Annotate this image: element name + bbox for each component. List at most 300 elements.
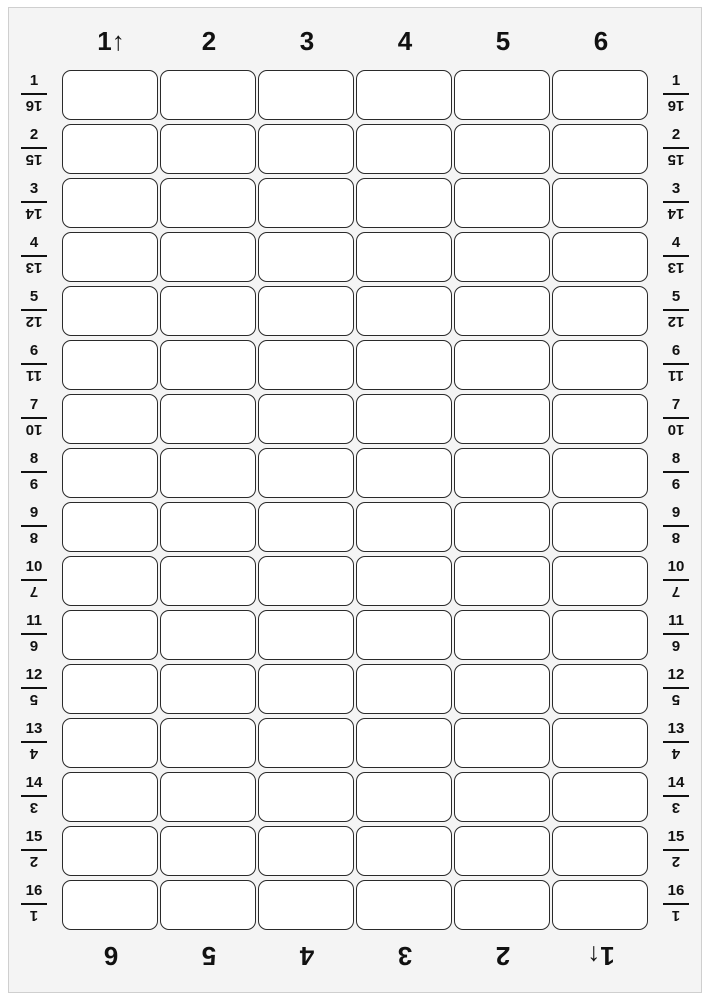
- fraction: [654, 503, 698, 551]
- fraction-bar: [663, 741, 689, 743]
- answer-cell[interactable]: [552, 394, 648, 444]
- fraction-denominator: 14: [667, 205, 685, 222]
- row-fraction-label-right: [654, 881, 698, 929]
- answer-cell[interactable]: [258, 70, 354, 120]
- fraction-bar: [21, 687, 47, 689]
- fraction-denominator: 7: [671, 583, 681, 600]
- fraction-denominator: 3: [29, 799, 39, 816]
- fraction-bar: [663, 633, 689, 635]
- fraction-bar: [21, 903, 47, 905]
- grid-row: [0, 824, 710, 878]
- fraction-numerator: 3: [29, 180, 39, 197]
- row-fraction-label-left: [12, 395, 56, 443]
- answer-cell[interactable]: [552, 880, 648, 930]
- fraction-bar: [663, 93, 689, 95]
- answer-cell[interactable]: [356, 394, 452, 444]
- answer-cell[interactable]: [454, 826, 550, 876]
- fraction-numerator: 2: [29, 126, 39, 143]
- fraction: [12, 881, 56, 929]
- fraction-numerator: 6: [671, 342, 681, 359]
- answer-cell[interactable]: [160, 394, 256, 444]
- column-header-row-bottom: [0, 933, 710, 979]
- fraction-denominator: 6: [671, 637, 681, 654]
- fraction-denominator: 11: [668, 367, 684, 384]
- column-header-label: 2: [495, 941, 511, 971]
- fraction: [12, 233, 56, 281]
- answer-cell[interactable]: [258, 340, 354, 390]
- column-header-top-6: [552, 18, 650, 64]
- row-fraction-label-right: [654, 71, 698, 119]
- grid-row: [0, 68, 710, 122]
- answer-cell[interactable]: [160, 772, 256, 822]
- row-fraction-label-right: [654, 395, 698, 443]
- fraction-bar: [21, 201, 47, 203]
- up-arrow-icon: ↑: [587, 941, 601, 971]
- fraction-denominator: 5: [29, 691, 39, 708]
- fraction-denominator: 14: [25, 205, 43, 222]
- fraction: [654, 719, 698, 767]
- row-fraction-label-right: [654, 125, 698, 173]
- answer-cell[interactable]: [454, 664, 550, 714]
- column-header-bottom-4: [356, 933, 454, 979]
- grid-row: [0, 554, 710, 608]
- grid-row: [0, 770, 710, 824]
- fraction-numerator: 12: [25, 666, 43, 683]
- row-fraction-label-left: [12, 881, 56, 929]
- column-header-top-1: [62, 18, 160, 64]
- fraction-numerator: 6: [29, 342, 39, 359]
- fraction-numerator: 5: [29, 288, 39, 305]
- fraction-denominator: 12: [25, 313, 43, 330]
- column-header-bottom-6: [552, 933, 650, 979]
- answer-cell[interactable]: [258, 502, 354, 552]
- answer-cell[interactable]: [454, 70, 550, 120]
- fraction-numerator: 15: [25, 828, 43, 845]
- grid-row: [0, 716, 710, 770]
- fraction-numerator: 3: [671, 180, 681, 197]
- answer-cell[interactable]: [62, 880, 158, 930]
- answer-cell[interactable]: [160, 232, 256, 282]
- row-fraction-label-right: [654, 557, 698, 605]
- fraction-numerator: 1: [671, 72, 681, 89]
- fraction: [12, 827, 56, 875]
- fraction-bar: [663, 201, 689, 203]
- fraction: [12, 71, 56, 119]
- answer-cell[interactable]: [62, 664, 158, 714]
- answer-cell[interactable]: [356, 340, 452, 390]
- row-fraction-label-left: [12, 341, 56, 389]
- fraction-bar: [21, 795, 47, 797]
- answer-cell[interactable]: [356, 448, 452, 498]
- fraction-denominator: 11: [26, 367, 42, 384]
- row-fraction-label-right: [654, 179, 698, 227]
- answer-cell[interactable]: [454, 286, 550, 336]
- answer-cell[interactable]: [356, 124, 452, 174]
- fraction-bar: [21, 525, 47, 527]
- row-fraction-label-right: [654, 665, 698, 713]
- fraction-numerator: 14: [667, 774, 685, 791]
- fraction-numerator: 10: [667, 558, 685, 575]
- fraction-bar: [21, 633, 47, 635]
- fraction-bar: [21, 147, 47, 149]
- fraction-bar: [21, 363, 47, 365]
- fraction-denominator: 9: [671, 475, 681, 492]
- grid-row: [0, 230, 710, 284]
- row-fraction-label-right: [654, 719, 698, 767]
- answer-cell[interactable]: [258, 394, 354, 444]
- fraction-numerator: 8: [29, 450, 39, 467]
- answer-cell[interactable]: [356, 610, 452, 660]
- fraction-denominator: 10: [25, 421, 43, 438]
- answer-cell[interactable]: [552, 826, 648, 876]
- column-header-label: 3: [299, 26, 315, 56]
- row-fraction-label-left: [12, 179, 56, 227]
- column-header-label: 6: [593, 26, 609, 56]
- answer-cell[interactable]: [160, 70, 256, 120]
- fraction-denominator: 6: [29, 637, 39, 654]
- answer-cell[interactable]: [454, 610, 550, 660]
- answer-cell[interactable]: [258, 286, 354, 336]
- answer-cell[interactable]: [454, 394, 550, 444]
- row-fraction-label-left: [12, 773, 56, 821]
- fraction: [654, 611, 698, 659]
- fraction-denominator: 9: [29, 475, 39, 492]
- fraction-numerator: 15: [667, 828, 685, 845]
- answer-cell[interactable]: [62, 394, 158, 444]
- fraction-bar: [663, 471, 689, 473]
- column-header-label: 4: [397, 26, 413, 56]
- answer-cell[interactable]: [62, 610, 158, 660]
- answer-cell[interactable]: [160, 664, 256, 714]
- answer-cell[interactable]: [552, 664, 648, 714]
- fraction: [654, 71, 698, 119]
- fraction: [654, 233, 698, 281]
- column-header-label: 1: [600, 941, 615, 971]
- column-header-row-top: [0, 18, 710, 64]
- answer-cell[interactable]: [258, 232, 354, 282]
- answer-cell[interactable]: [258, 772, 354, 822]
- column-header-bottom-5: [454, 933, 552, 979]
- fraction: [654, 773, 698, 821]
- fraction-numerator: 4: [29, 234, 39, 251]
- answer-cell[interactable]: [62, 826, 158, 876]
- answer-cell[interactable]: [454, 502, 550, 552]
- answer-cell[interactable]: [62, 718, 158, 768]
- answer-cell[interactable]: [356, 70, 452, 120]
- grid-row: [0, 338, 710, 392]
- fraction-bar: [663, 687, 689, 689]
- answer-cell[interactable]: [454, 718, 550, 768]
- answer-cell[interactable]: [62, 772, 158, 822]
- column-header-label: 6: [103, 941, 119, 971]
- fraction: [12, 449, 56, 497]
- fraction-denominator: 2: [671, 853, 681, 870]
- fraction-numerator: 14: [25, 774, 43, 791]
- grid-row: [0, 392, 710, 446]
- answer-cell[interactable]: [258, 448, 354, 498]
- answer-cell[interactable]: [62, 178, 158, 228]
- answer-cell[interactable]: [160, 448, 256, 498]
- answer-cell[interactable]: [160, 178, 256, 228]
- row-fraction-label-left: [12, 665, 56, 713]
- answer-cell[interactable]: [160, 340, 256, 390]
- answer-cell[interactable]: [454, 232, 550, 282]
- row-fraction-label-right: [654, 287, 698, 335]
- row-fraction-label-left: [12, 233, 56, 281]
- fraction-numerator: 10: [25, 558, 43, 575]
- fraction-denominator: 16: [667, 97, 685, 114]
- answer-cell[interactable]: [258, 124, 354, 174]
- fraction: [654, 881, 698, 929]
- answer-cell[interactable]: [552, 232, 648, 282]
- row-fraction-label-right: [654, 611, 698, 659]
- answer-cell[interactable]: [552, 70, 648, 120]
- column-header-top-3: [258, 18, 356, 64]
- answer-cell[interactable]: [160, 502, 256, 552]
- fraction-denominator: 16: [25, 97, 43, 114]
- answer-cell[interactable]: [552, 340, 648, 390]
- answer-cell[interactable]: [160, 286, 256, 336]
- column-header-label: 3: [397, 941, 413, 971]
- column-header-bottom-3: [258, 933, 356, 979]
- row-fraction-label-left: [12, 449, 56, 497]
- grid-row: [0, 500, 710, 554]
- row-fraction-label-right: [654, 449, 698, 497]
- answer-cell[interactable]: [552, 178, 648, 228]
- fraction-bar: [663, 255, 689, 257]
- fraction-denominator: 8: [29, 529, 39, 546]
- fraction-denominator: 4: [29, 745, 39, 762]
- answer-cell[interactable]: [356, 718, 452, 768]
- fraction-numerator: 7: [671, 396, 681, 413]
- fraction-numerator: 16: [667, 882, 685, 899]
- fraction-denominator: 15: [667, 151, 685, 168]
- answer-cell[interactable]: [454, 340, 550, 390]
- answer-cell[interactable]: [454, 880, 550, 930]
- fraction-bar: [663, 147, 689, 149]
- fraction-bar: [663, 309, 689, 311]
- column-header-top-5: [454, 18, 552, 64]
- fraction-bar: [663, 795, 689, 797]
- answer-cell[interactable]: [454, 772, 550, 822]
- answer-cell[interactable]: [160, 718, 256, 768]
- answer-cell[interactable]: [356, 556, 452, 606]
- fraction-denominator: 13: [667, 259, 685, 276]
- fraction: [654, 287, 698, 335]
- answer-cell[interactable]: [356, 664, 452, 714]
- row-fraction-label-left: [12, 503, 56, 551]
- answer-cell[interactable]: [356, 880, 452, 930]
- fraction-denominator: 15: [25, 151, 43, 168]
- row-fraction-label-left: [12, 71, 56, 119]
- answer-cell[interactable]: [62, 232, 158, 282]
- fraction-denominator: 10: [667, 421, 685, 438]
- fraction: [654, 125, 698, 173]
- answer-cell[interactable]: [356, 772, 452, 822]
- fraction-bar: [663, 417, 689, 419]
- fraction-numerator: 9: [29, 504, 39, 521]
- column-header-top-4: [356, 18, 454, 64]
- column-header-label: 5: [201, 941, 217, 971]
- grid-row: [0, 662, 710, 716]
- answer-cell[interactable]: [552, 448, 648, 498]
- answer-cell[interactable]: [356, 502, 452, 552]
- fraction-bar: [21, 471, 47, 473]
- fraction-bar: [663, 903, 689, 905]
- grid-row: [0, 284, 710, 338]
- row-fraction-label-right: [654, 341, 698, 389]
- row-fraction-label-left: [12, 125, 56, 173]
- answer-cell[interactable]: [62, 124, 158, 174]
- fraction-denominator: 2: [29, 853, 39, 870]
- fraction-bar: [21, 741, 47, 743]
- fraction-numerator: 9: [671, 504, 681, 521]
- column-header-label: 4: [299, 941, 315, 971]
- fraction: [654, 341, 698, 389]
- fraction: [654, 395, 698, 443]
- fraction: [654, 827, 698, 875]
- row-fraction-label-left: [12, 827, 56, 875]
- column-header-bottom-1: [62, 933, 160, 979]
- fraction-numerator: 16: [25, 882, 43, 899]
- fraction: [12, 503, 56, 551]
- fraction-numerator: 1: [29, 72, 39, 89]
- column-header-bottom-2: [160, 933, 258, 979]
- row-fraction-label-right: [654, 233, 698, 281]
- fraction-numerator: 12: [667, 666, 685, 683]
- fraction-bar: [21, 579, 47, 581]
- answer-cell[interactable]: [258, 718, 354, 768]
- fraction-numerator: 7: [29, 396, 39, 413]
- answer-cell[interactable]: [62, 286, 158, 336]
- fraction-denominator: 12: [667, 313, 685, 330]
- fraction-denominator: 5: [671, 691, 681, 708]
- fraction: [12, 179, 56, 227]
- answer-cell[interactable]: [356, 178, 452, 228]
- fraction-bar: [663, 363, 689, 365]
- fraction-denominator: 1: [29, 907, 39, 924]
- answer-cell[interactable]: [356, 826, 452, 876]
- fraction: [654, 449, 698, 497]
- row-fraction-label-right: [654, 827, 698, 875]
- answer-cell[interactable]: [62, 502, 158, 552]
- fraction: [12, 719, 56, 767]
- fraction-denominator: 4: [671, 745, 681, 762]
- column-header-label: 5: [495, 26, 511, 56]
- row-fraction-label-left: [12, 287, 56, 335]
- fraction-denominator: 8: [671, 529, 681, 546]
- fraction-bar: [663, 525, 689, 527]
- answer-cell[interactable]: [552, 610, 648, 660]
- answer-cell[interactable]: [356, 232, 452, 282]
- fraction-denominator: 1: [671, 907, 681, 924]
- fraction-numerator: 8: [671, 450, 681, 467]
- answer-cell[interactable]: [62, 448, 158, 498]
- fraction-numerator: 11: [26, 612, 42, 629]
- column-header-label: 2: [201, 26, 217, 56]
- fraction: [654, 179, 698, 227]
- answer-cell[interactable]: [454, 448, 550, 498]
- fraction-numerator: 13: [667, 720, 685, 737]
- grid-row: [0, 176, 710, 230]
- answer-cell[interactable]: [62, 70, 158, 120]
- row-fraction-label-right: [654, 773, 698, 821]
- row-fraction-label-left: [12, 557, 56, 605]
- answer-cell[interactable]: [258, 826, 354, 876]
- fraction-bar: [663, 579, 689, 581]
- fraction-bar: [21, 93, 47, 95]
- answer-cell[interactable]: [552, 286, 648, 336]
- answer-cell[interactable]: [160, 826, 256, 876]
- fraction: [12, 287, 56, 335]
- answer-cell[interactable]: [160, 610, 256, 660]
- answer-cell[interactable]: [552, 718, 648, 768]
- grid-row: [0, 122, 710, 176]
- fraction: [12, 557, 56, 605]
- fraction-bar: [663, 849, 689, 851]
- fraction: [12, 125, 56, 173]
- answer-cell[interactable]: [258, 664, 354, 714]
- fraction: [12, 773, 56, 821]
- row-fraction-label-left: [12, 611, 56, 659]
- answer-cell[interactable]: [258, 880, 354, 930]
- fraction-bar: [21, 849, 47, 851]
- fraction: [12, 665, 56, 713]
- answer-cell[interactable]: [552, 502, 648, 552]
- answer-cell[interactable]: [160, 556, 256, 606]
- answer-cell[interactable]: [454, 124, 550, 174]
- up-arrow-icon: ↑: [111, 26, 125, 56]
- answer-cell[interactable]: [258, 556, 354, 606]
- fraction-numerator: 13: [25, 720, 43, 737]
- fraction: [12, 395, 56, 443]
- answer-cell[interactable]: [62, 340, 158, 390]
- grid-row: [0, 446, 710, 500]
- answer-cell[interactable]: [160, 880, 256, 930]
- row-fraction-label-left: [12, 719, 56, 767]
- answer-cell[interactable]: [552, 772, 648, 822]
- fraction-denominator: 7: [29, 583, 39, 600]
- column-header-label: 1: [97, 26, 112, 56]
- row-fraction-label-right: [654, 503, 698, 551]
- fraction-bar: [21, 417, 47, 419]
- answer-cell[interactable]: [454, 178, 550, 228]
- grid-row: [0, 608, 710, 662]
- fraction-denominator: 13: [25, 259, 43, 276]
- answer-cell[interactable]: [160, 124, 256, 174]
- fraction-numerator: 5: [671, 288, 681, 305]
- fraction-bar: [21, 309, 47, 311]
- fraction: [654, 665, 698, 713]
- answer-cell[interactable]: [62, 556, 158, 606]
- answer-cell[interactable]: [258, 610, 354, 660]
- fraction-numerator: 11: [668, 612, 684, 629]
- fraction: [12, 611, 56, 659]
- column-header-top-2: [160, 18, 258, 64]
- answer-cell[interactable]: [552, 124, 648, 174]
- fraction-bar: [21, 255, 47, 257]
- answer-cell[interactable]: [258, 178, 354, 228]
- fraction-denominator: 3: [671, 799, 681, 816]
- answer-cell[interactable]: [454, 556, 550, 606]
- fraction-numerator: 4: [671, 234, 681, 251]
- fraction-numerator: 2: [671, 126, 681, 143]
- fraction: [12, 341, 56, 389]
- grid-row: [0, 878, 710, 932]
- answer-cell[interactable]: [356, 286, 452, 336]
- fraction: [654, 557, 698, 605]
- answer-cell[interactable]: [552, 556, 648, 606]
